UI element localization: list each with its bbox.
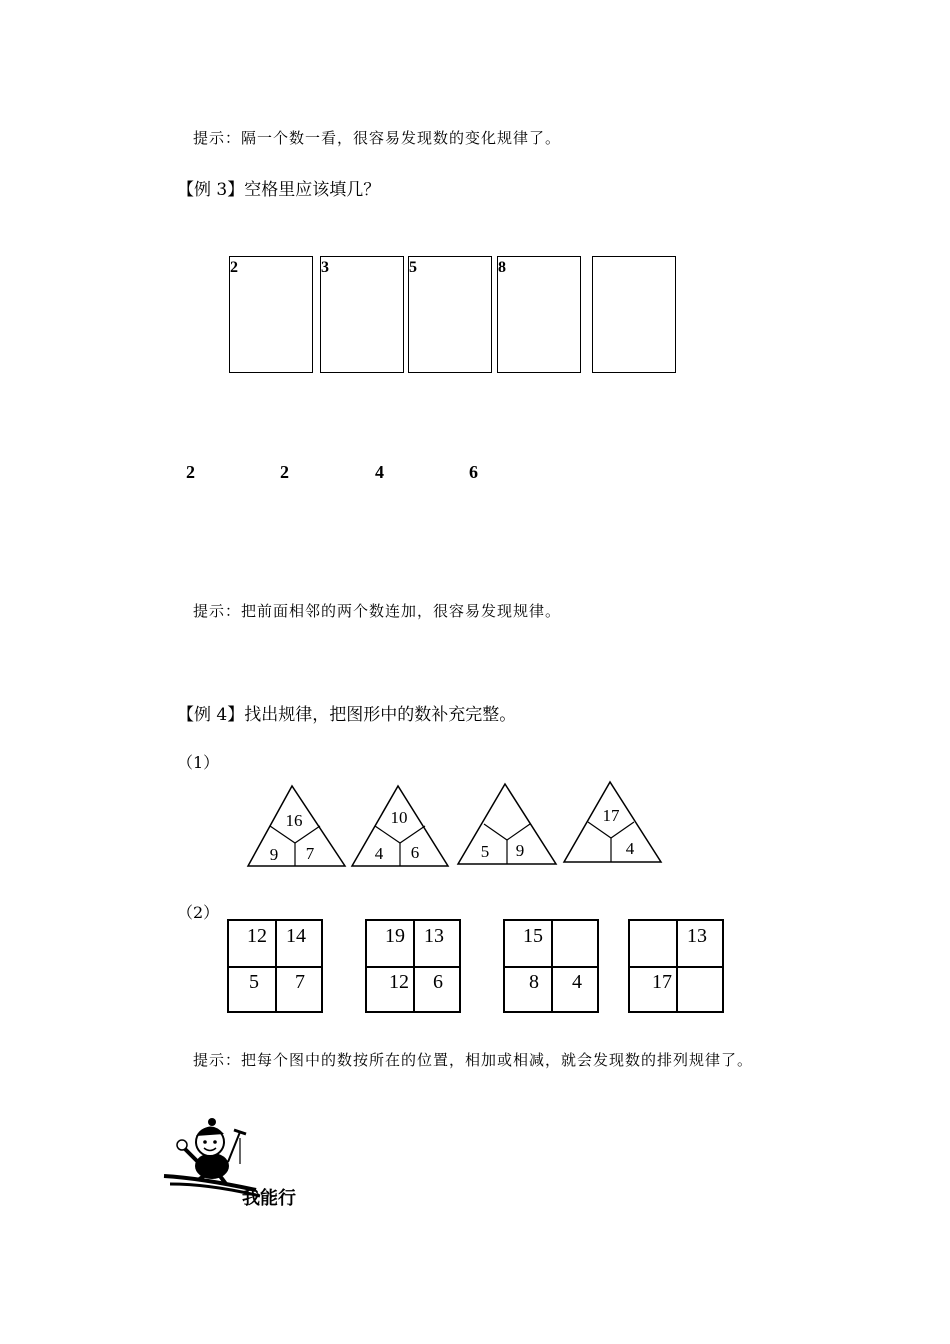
grid-cell-top-left: 15 [523,925,543,947]
number-card [497,256,581,373]
triangle-left-number: 9 [269,845,279,864]
grid-cell-bottom-left: 12 [389,971,409,993]
grid-cell-top-right: 13 [687,925,707,947]
card-number: 5 [409,259,417,276]
card-number: 3 [321,259,329,276]
grid-cell-top-right: 14 [286,925,306,947]
number-card [320,256,404,373]
triangle-figure [458,784,556,864]
number-card [229,256,313,373]
triangle-figure [248,786,345,866]
triangle-top-number: 10 [390,808,408,827]
sequence-number: 2 [280,462,289,482]
grid-cell-top-right: 13 [424,925,444,947]
card-number: 2 [230,259,238,276]
number-grid [503,919,599,1013]
slogan-text: 我能行 [242,1188,296,1209]
sequence-number: 4 [375,462,384,482]
triangle-figure [564,782,661,862]
grid-cell-bottom-right: 4 [572,971,582,993]
number-card-blank [592,256,676,373]
number-grid [628,919,724,1013]
triangle-right-number: 6 [410,843,420,862]
grid-cell-bottom-left: 5 [249,971,259,993]
hint-text-3: 提示：把每个图中的数按所在的位置，相加或相减，就会发现数的排列规律了。 [193,1051,754,1069]
number-grid [365,919,461,1013]
triangle-top-number: 16 [285,811,303,830]
triangle-figure [352,786,448,866]
hint-text-2: 提示：把前面相邻的两个数连加，很容易发现规律。 [193,602,562,620]
triangle-figures [240,780,670,870]
hint-text-1: 提示：隔一个数一看，很容易发现数的变化规律了。 [193,129,562,147]
triangle-left-number: 5 [480,842,490,861]
grid-cell-top-left: 12 [247,925,267,947]
card-number: 8 [498,259,506,276]
triangle-top-number: 17 [602,806,620,825]
triangle-right-number: 9 [515,841,525,860]
number-card [408,256,492,373]
example-3-title: 【例 3】空格里应该填几？ [177,180,381,200]
grid-cell-bottom-left: 17 [652,971,672,993]
grid-cell-top-left: 19 [385,925,405,947]
sequence-number: 2 [186,462,195,482]
triangle-left-number: 4 [374,844,384,863]
grid-cell-bottom-right: 6 [433,971,443,993]
grid-cell-bottom-right: 7 [295,971,305,993]
grid-cell-bottom-left: 8 [529,971,539,993]
part-2-label: （2） [177,903,220,922]
triangle-right-number: 7 [305,844,315,863]
example-4-title: 【例 4】找出规律，把图形中的数补充完整。 [177,705,517,725]
triangle-right-number: 4 [625,839,635,858]
sequence-number: 6 [469,462,478,482]
number-grid [227,919,323,1013]
part-1-label: （1） [177,753,220,772]
